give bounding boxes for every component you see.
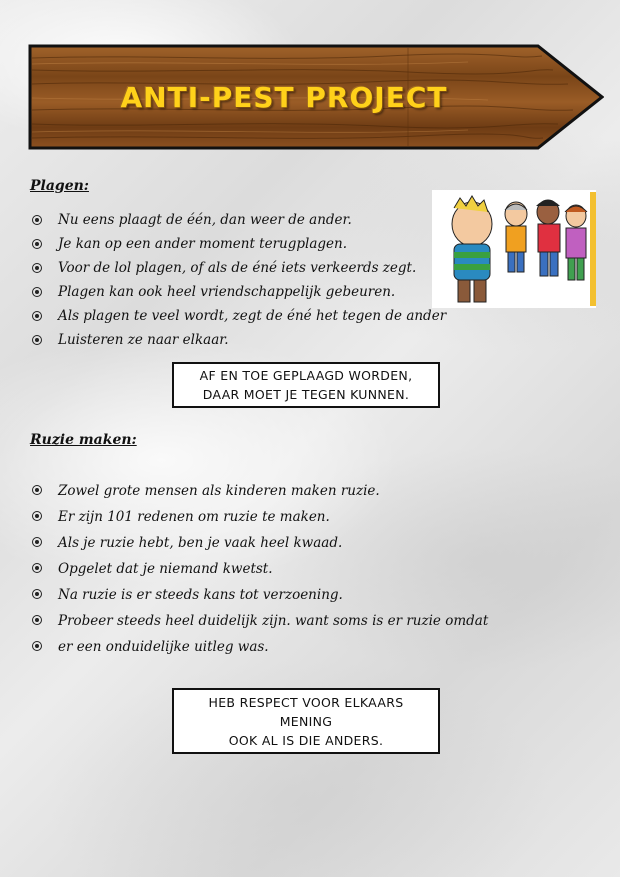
callout-line: HEB RESPECT VOOR ELKAARS	[208, 694, 404, 710]
bullet-icon	[32, 537, 42, 547]
bullet-icon	[32, 589, 42, 599]
callout-line: MENING	[279, 713, 333, 729]
callout-line: DAAR MOET JE TEGEN KUNNEN.	[202, 387, 410, 402]
list-ruzie	[30, 478, 488, 660]
section-heading-plagen: Plagen:	[30, 178, 89, 194]
callout-box-plagen	[172, 362, 440, 408]
bullet-icon	[32, 485, 42, 495]
bullet-icon	[32, 287, 42, 297]
bullet-icon	[32, 511, 42, 521]
list-item: er een onduidelijke uitleg was.	[30, 634, 488, 660]
list-item: Plagen kan ook heel vriendschappelijk gebeuren.	[30, 280, 446, 304]
children-illustration	[432, 190, 596, 308]
list-item: Je kan op een ander moment terugplagen.	[30, 232, 446, 256]
list-plagen	[30, 208, 446, 352]
list-item: Er zijn 101 redenen om ruzie te maken.	[30, 504, 488, 530]
bullet-icon	[32, 215, 42, 225]
bullet-icon	[32, 239, 42, 249]
list-item: Opgelet dat je niemand kwetst.	[30, 556, 488, 582]
callout-line: AF EN TOE GEPLAAGD WORDEN,	[199, 368, 413, 383]
list-item: Als plagen te veel wordt, zegt de éné het tegen de ander	[30, 304, 446, 328]
list-item: Luisteren ze naar elkaar.	[30, 328, 446, 352]
section-heading-ruzie: Ruzie maken:	[30, 432, 137, 448]
list-item: Als je ruzie hebt, ben je vaak heel kwaad.	[30, 530, 488, 556]
bullet-icon	[32, 311, 42, 321]
callout-box-ruzie	[172, 688, 440, 754]
bullet-icon	[32, 263, 42, 273]
list-item: Probeer steeds heel duidelijk zijn. want soms is er ruzie omdat	[30, 608, 488, 634]
bullet-icon	[32, 335, 42, 345]
list-item: Nu eens plaagt de één, dan weer de ander.	[30, 208, 446, 232]
bullet-icon	[32, 563, 42, 573]
page-title: ANTI-PEST PROJECT	[120, 80, 448, 114]
list-item: Voor de lol plagen, of als de éné iets verkeerds zegt.	[30, 256, 446, 280]
list-item: Na ruzie is er steeds kans tot verzoening.	[30, 582, 488, 608]
callout-line: OOK AL IS DIE ANDERS.	[228, 732, 384, 748]
bullet-icon	[32, 641, 42, 651]
bullet-icon	[32, 615, 42, 625]
list-item: Zowel grote mensen als kinderen maken ruzie.	[30, 478, 488, 504]
